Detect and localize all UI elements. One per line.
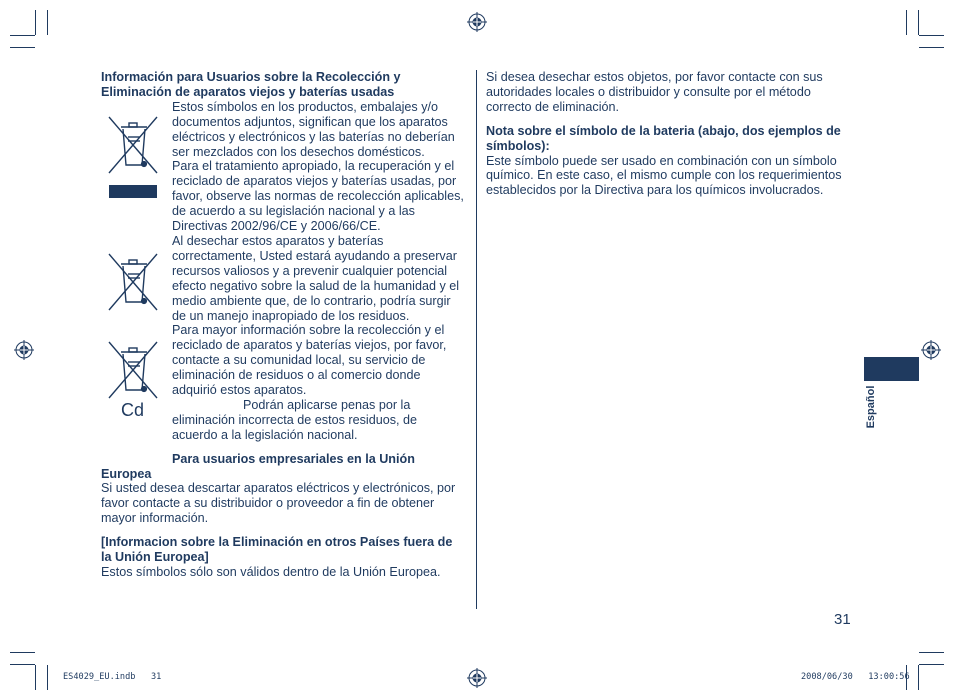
crossed-bin-icon (107, 115, 159, 175)
registration-mark-icon (467, 668, 487, 688)
column-divider (476, 70, 477, 609)
paragraph: Podrán aplicarse penas por la eliminación incorrecta de estos residuos, de acuerdo a la legislación nacional. (172, 397, 418, 442)
weee-symbol-with-bar (107, 115, 163, 198)
battery-symbol-cd (107, 340, 163, 419)
left-column (101, 70, 465, 580)
paragraph: Estos símbolos sólo son válidos dentro de la Unión Europea. (101, 565, 441, 579)
crop-mark (919, 47, 944, 48)
crop-mark (35, 10, 36, 35)
crop-mark (918, 10, 919, 35)
solid-bar (109, 185, 157, 198)
section-heading-business-users: Para usuarios empresariales en la Unión Europea (101, 451, 415, 481)
right-column (486, 70, 854, 198)
paragraph: Estos símbolos en los productos, embalajes y/o documentos adjuntos, significan que los aparatos eléctricos y electrónicos y las baterías no deberían ser mezclados con los desechos domésticos. (172, 99, 455, 159)
crop-mark (47, 665, 48, 690)
section-heading-recycling: Información para Usuarios sobre la Recolección y Eliminación de aparatos viejos y baterías usadas (101, 70, 401, 99)
crop-mark (919, 664, 944, 665)
section-heading-battery-note: Nota sobre el símbolo de la bateria (abajo, dos ejemplos de símbolos): (486, 123, 841, 153)
chemical-symbol: Cd (121, 399, 145, 420)
crop-mark (10, 35, 35, 36)
paragraph: Para el tratamiento apropiado, la recuperación y el reciclado de aparatos viejos y baterías usadas, por favor, observe las normas de recolección aplicables, de acuerdo a su legislación nacional y a las Directivas 2002/96/CE y 2006/66/CE. (172, 159, 464, 234)
crop-mark (10, 47, 35, 48)
recycling-symbols (101, 100, 172, 465)
registration-mark-icon (14, 340, 34, 360)
page-number: 31 (834, 611, 851, 628)
paragraph: Al desechar estos aparatos y baterías correctamente, Usted estará ayudando a preservar recursos valiosos y a prevenir cualquier potencial efecto negativo sobre la salud de la humanidad y el medio ambiente que, de lo contrario, podría surgir de un manejo inapropiado de los residuos. (172, 233, 460, 323)
crop-mark (919, 35, 944, 36)
section-heading-outside-eu: [Informacion sobre la Eliminación en otros Países fuera de la Unión Europea] (101, 535, 453, 565)
registration-mark-icon (467, 12, 487, 32)
crop-mark (35, 665, 36, 690)
crop-mark (919, 652, 944, 653)
crop-mark (10, 652, 35, 653)
paragraph: Si usted desea descartar aparatos eléctricos y electrónicos, por favor contacte a su distribuidor o proveedor a fin de obtener mayor información. (101, 481, 456, 526)
language-tab-label: Español (865, 385, 877, 429)
paragraph: Para mayor información sobre la recolección y el reciclado de aparatos y baterías viejos, por favor, contacte a su comunidad local, su servicio de eliminación de residuos o al comercio donde adquirió estos aparatos. (172, 323, 447, 398)
crossed-bin-icon (107, 340, 159, 400)
crop-mark (10, 664, 35, 665)
crop-mark (47, 10, 48, 35)
battery-symbol (107, 252, 163, 316)
slug-file: ES4029_EU.indb 31 (63, 672, 162, 682)
crop-mark (918, 665, 919, 690)
slug-timestamp: 2008/06/30 13:00:56 (801, 672, 910, 682)
crossed-bin-icon (107, 252, 159, 312)
language-tab (864, 357, 919, 381)
paragraph: Este símbolo puede ser usado en combinación con un símbolo químico. En este caso, el mismo cumple con los requerimientos establecidos por la Directiva para los químicos involucrados. (486, 153, 842, 198)
crop-mark (906, 10, 907, 35)
registration-mark-icon (921, 340, 941, 360)
paragraph: Si desea desechar estos objetos, por favor contacte con sus autoridades locales o distribuidor y consulte por el método correcto de eliminación. (486, 70, 823, 114)
